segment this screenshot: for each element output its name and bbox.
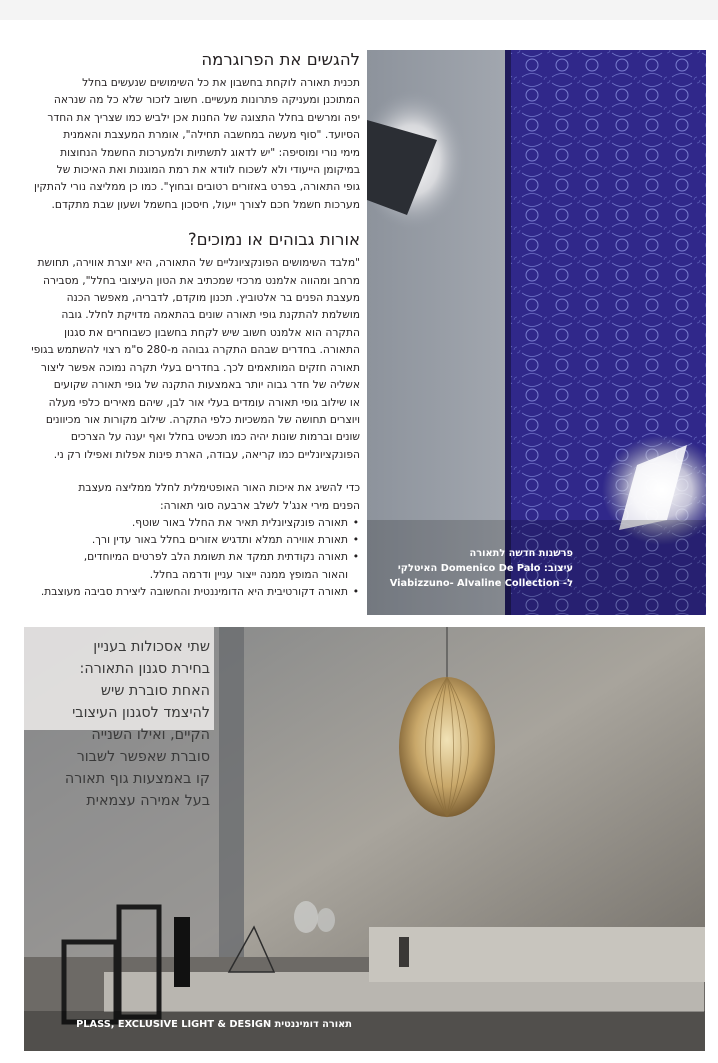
text-line: או שילוב גופי תאורה עומדים בעלי אור לבן, שיהם מאירים כלפי מעלה <box>48 395 360 409</box>
photo-caption-bottom: תאורה דומיננטית PLASS, EXCLUSIVE LIGHT & DESIGN <box>76 1019 352 1030</box>
pull-quote <box>30 636 210 812</box>
list-item-text: תאורה פונקציונלית תאיר את החלל באור שוטף. <box>131 515 348 529</box>
list-item-text: תאורה נקודתית תמקד את תשומת הלב לפרטים המיוחדים, <box>83 550 348 564</box>
caption-line: עיצוב: Domenico De Palo האיטלקי <box>397 563 573 574</box>
text-line: שונים וברמות שונות יהיה כמו תכשיט בחלל ואף יענה על הצרכים <box>70 430 360 444</box>
text-line: התאורה. בחדרים שבהם התקרה גבוהה מ-280 ס"מ רצוי להשתמש בגופי <box>31 343 360 357</box>
photo-wallpaper-lights <box>367 50 706 615</box>
text-line: מעצבת הפנים בר אלטוביץ. תכנון מוקדם, לדבריה, מאפשר הכנה <box>66 291 360 305</box>
text-line: הסיועד. "סוף מעשה במחשבה תחילה", אומרת המעצבת והאמנית <box>63 128 360 142</box>
text-line: יפה ומרשים בחלל התצוגה של החנות אכן ילביש כמו שצריך את החדר <box>47 110 360 124</box>
quote-line: הקיים, ואילו השנייה <box>91 727 210 743</box>
section1-heading: להגשים את הפרוגרמה <box>201 50 360 69</box>
list-item <box>18 548 348 582</box>
caption-line: ל- Viabizzuno- Alvaline Collection <box>389 578 573 589</box>
section2-body <box>18 254 360 463</box>
quote-line: בחירת סגנון התאורה: <box>79 661 210 677</box>
list-item-text: תאורה דקורטיבית היא הדומיננטית והחשובה ליצירת סביבה מעוצבת. <box>40 584 348 598</box>
text-line: התקרה הוא אלמנט חשוב שיש לקחת בחשבון כשבוחרים את סגנון <box>64 325 360 339</box>
list-item-text: תאורת אווירה תמלא ותדגיש אזורים בחלל באור עדין ורך. <box>91 533 348 547</box>
top-edge <box>0 0 718 20</box>
quote-line: קו באמצעות גוף תאורה <box>64 771 210 787</box>
text-line: גופי התאורה, בפרט באזורים רטובים ובחוץ". כמו כן ממליצה נורי להתקין <box>34 180 360 194</box>
text-line: כדי להשיג את איכות האור האופטימלית לחלל ממליצה מעצבת <box>78 481 360 495</box>
text-line: אשליה של חדר גבוה יותר באמצעות התקנה של גופי תאורה שקועים <box>53 378 360 392</box>
text-line: ויוצרים תחושה של המשכיות כלפי התקרה. שילוב מקורות אור מכיוונים <box>45 412 360 426</box>
quote-line: סוברת שאפשר לשבור <box>76 749 210 765</box>
section2-heading: אורות גבוהים או נמוכים? <box>187 230 360 250</box>
text-line: תכנית תאורה לוקחת בחשבון את כל השימושים שנעשים בחלל <box>82 76 360 89</box>
text-line: "מלבד השימושים הפונקציונליים של התאורה, היא יוצרת אווירה, תחושת <box>37 256 360 270</box>
list-item <box>18 583 348 600</box>
section1-body <box>18 74 360 213</box>
section3-intro <box>18 479 360 514</box>
text-line: תאורה חזקים המותאמים לכך. בחדרים בעלי תקרה נמוכה אפשר ליצור <box>40 360 360 374</box>
caption-line: פרשנות חדשה לתאורה <box>469 548 573 559</box>
quote-line: להיצמד לסגנון העיצובי <box>72 705 210 721</box>
text-line: המתוכנן ומעניקה פתרונות מעשיים. חשוב לזכור שלא כל מה שנראה <box>53 93 360 107</box>
quote-line: שתי אסכולות בעניין <box>93 639 210 655</box>
list-item <box>18 531 348 548</box>
text-line: הפונקציונליים כמו קריאה, עבודה, הארת פינות אפלות ואפילו רק ני. <box>53 447 360 461</box>
text-line: מרחב ומהווה אלמנט מרכזי שמכתיב את הטון העיצובי בחלל", מסבירה <box>43 273 360 287</box>
lighting-types-list <box>18 514 360 600</box>
text-line: מושלמת להתקנת גופי תאורה שונים בהתאמה מדויקת לחלל. גובה <box>61 308 360 322</box>
text-line: במיקומן הייעודי ולא לשכוח לוודא את רמת המוגנות ואת האיכות של <box>56 163 360 177</box>
photo-caption-top <box>377 546 573 591</box>
text-line: הפנים מירי אנג'ל לשלב ארבעה סוגי תאורה: <box>160 498 360 512</box>
text-line: מימי נורי ומוסיפה: "יש לדאוג לתשתיות ולמערכות החשמל הנחוצות <box>60 145 360 159</box>
list-item <box>18 514 348 531</box>
list-item-text-continued: והאור המופץ ממנה ייצור עניין ודרמה בחלל. <box>149 567 348 581</box>
quote-line: האחת סוברת שיש <box>100 683 210 699</box>
text-line: מערכות חשמל חכם לצורך ייעול, חיסכון בחשמל ושעון שבת מתקדם. <box>51 197 360 211</box>
article-text-column <box>18 50 360 600</box>
quote-line: בעל אמירה עצמאית <box>86 793 210 809</box>
